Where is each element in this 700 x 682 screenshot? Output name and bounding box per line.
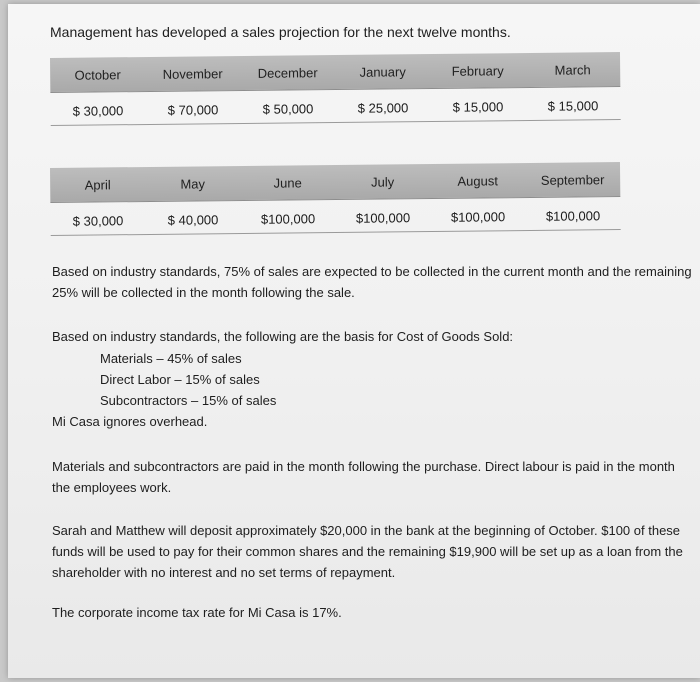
month-header: April	[84, 176, 111, 193]
sales-value: $100,000	[545, 207, 601, 224]
sales-table-apr-sep	[50, 162, 621, 236]
month-header: August	[457, 172, 498, 189]
sales-value: $100,000	[260, 210, 316, 227]
table-header-row	[50, 52, 620, 93]
sales-value: $ 15,000	[452, 98, 504, 115]
payment-paragraph: Materials and subcontractors are paid in the month following the purchase. Direct labour is paid in the month the employees work.	[52, 459, 675, 495]
sales-value: $ 25,000	[357, 99, 409, 116]
sales-value: $100,000	[355, 209, 411, 226]
deposit-paragraph: Sarah and Matthew will deposit approximately $20,000 in the bank at the beginning of October. $100 of these funds will be used to pay for their common shares and the remaining $19,900 will be set up as a loan from the shareholder with no interest and no set terms of repayment.	[52, 523, 683, 580]
table-value-row	[50, 91, 620, 126]
heading: Management has developed a sales projection for the next twelve months.	[50, 24, 511, 40]
document-page	[8, 4, 700, 678]
sales-value: $100,000	[450, 208, 506, 225]
sales-value: $ 30,000	[72, 212, 124, 229]
month-header: May	[180, 175, 206, 192]
month-header: March	[554, 61, 591, 78]
month-header: February	[451, 62, 504, 79]
month-header: December	[257, 64, 318, 81]
cogs-list	[100, 348, 276, 411]
month-header: September	[540, 171, 605, 188]
overhead-note: Mi Casa ignores overhead.	[52, 414, 208, 429]
list-item: Direct Labor – 15% of sales	[100, 372, 260, 387]
sales-value: $ 15,000	[547, 97, 599, 114]
sales-table-oct-mar	[50, 52, 621, 126]
month-header: July	[371, 173, 395, 190]
month-header: November	[162, 65, 223, 82]
list-item: Subcontractors – 15% of sales	[100, 393, 277, 408]
month-header: June	[273, 174, 302, 191]
month-header: January	[359, 63, 406, 80]
collection-paragraph: Based on industry standards, 75% of sales are expected to be collected in the current month and the remaining 25% will be collected in the month following the sale.	[52, 264, 692, 300]
sales-value: $ 40,000	[167, 211, 219, 228]
table-value-row	[50, 201, 620, 236]
sales-value: $ 70,000	[167, 101, 219, 118]
sales-value: $ 50,000	[262, 100, 314, 117]
cogs-intro: Based on industry standards, the following are the basis for Cost of Goods Sold:	[52, 329, 514, 344]
tax-paragraph: The corporate income tax rate for Mi Casa is 17%.	[52, 605, 342, 620]
month-header: October	[74, 66, 121, 83]
list-item: Materials – 45% of sales	[100, 351, 242, 366]
table-header-row	[50, 162, 620, 203]
sales-value: $ 30,000	[72, 102, 124, 119]
